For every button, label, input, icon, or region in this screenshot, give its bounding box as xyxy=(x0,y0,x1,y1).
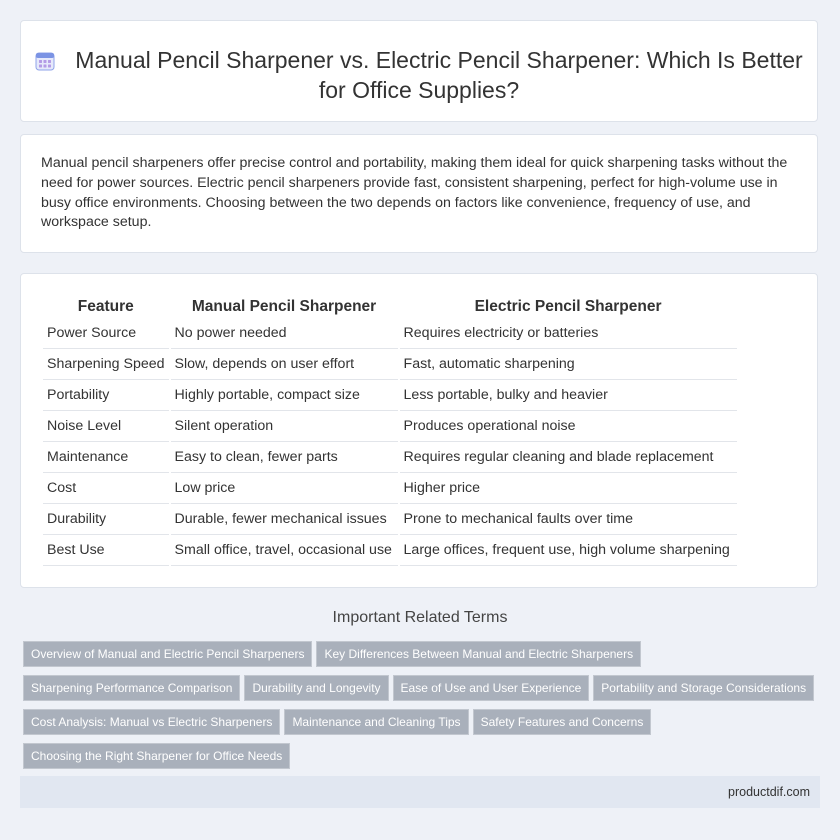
cell-manual: Silent operation xyxy=(171,411,398,442)
cell-electric: Requires electricity or batteries xyxy=(400,318,737,349)
page-title: Manual Pencil Sharpener vs. Electric Pencil Sharpener: Which Is Better for Office Supplies? xyxy=(75,47,803,103)
cell-feature: Maintenance xyxy=(43,442,169,473)
title-card xyxy=(20,20,818,122)
footer-site-link[interactable]: productdif.com xyxy=(728,785,810,799)
cell-manual: Highly portable, compact size xyxy=(171,380,398,411)
related-tag[interactable]: Ease of Use and User Experience xyxy=(393,675,590,701)
table-header-row xyxy=(43,296,737,318)
header-feature: Feature xyxy=(77,298,134,315)
cell-manual: Low price xyxy=(171,473,398,504)
cell-manual: No power needed xyxy=(171,318,398,349)
summary-text: Manual pencil sharpeners offer precise control and portability, making them ideal for quick sharpening tasks without the need for power sources. Electric pencil sharpeners provide fast, consistent sharpening, perfect for high-volume use in busy office environments. Choosing between the two depends on factors like convenience, frequency of use, and workspace setup. xyxy=(41,155,788,231)
cell-feature: Sharpening Speed xyxy=(43,349,169,380)
cell-electric: Prone to mechanical faults over time xyxy=(400,504,737,535)
table-row xyxy=(43,380,737,411)
cell-feature: Durability xyxy=(43,504,169,535)
table-row xyxy=(43,442,737,473)
cell-feature: Portability xyxy=(43,380,169,411)
related-tag[interactable]: Sharpening Performance Comparison xyxy=(23,675,240,701)
table-row xyxy=(43,535,737,566)
cell-feature: Cost xyxy=(43,473,169,504)
table-row xyxy=(43,318,737,349)
calendar-icon xyxy=(35,51,55,71)
cell-manual: Small office, travel, occasional use xyxy=(171,535,398,566)
related-terms-title: Important Related Terms xyxy=(332,609,508,626)
cell-feature: Best Use xyxy=(43,535,169,566)
table-row xyxy=(43,349,737,380)
related-terms-tags xyxy=(23,641,823,777)
related-tag[interactable]: Maintenance and Cleaning Tips xyxy=(284,709,468,735)
related-tag[interactable]: Overview of Manual and Electric Pencil Sharpeners xyxy=(23,641,312,667)
related-tag[interactable]: Durability and Longevity xyxy=(244,675,388,701)
related-tag[interactable]: Safety Features and Concerns xyxy=(473,709,652,735)
table-row xyxy=(43,411,737,442)
cell-electric: Large offices, frequent use, high volume sharpening xyxy=(400,535,737,566)
related-tag[interactable]: Choosing the Right Sharpener for Office Needs xyxy=(23,743,290,769)
comparison-table-card xyxy=(20,273,818,588)
cell-electric: Fast, automatic sharpening xyxy=(400,349,737,380)
cell-electric: Less portable, bulky and heavier xyxy=(400,380,737,411)
comparison-table xyxy=(41,296,739,566)
cell-electric: Higher price xyxy=(400,473,737,504)
related-tag[interactable]: Portability and Storage Considerations xyxy=(593,675,814,701)
cell-electric: Requires regular cleaning and blade replacement xyxy=(400,442,737,473)
table-row xyxy=(43,504,737,535)
header-manual: Manual Pencil Sharpener xyxy=(191,298,377,315)
cell-feature: Noise Level xyxy=(43,411,169,442)
cell-manual: Easy to clean, fewer parts xyxy=(171,442,398,473)
summary-card xyxy=(20,134,818,253)
header-electric: Electric Pencil Sharpener xyxy=(474,298,662,315)
footer-bar xyxy=(20,776,820,808)
table-row xyxy=(43,473,737,504)
related-tag[interactable]: Key Differences Between Manual and Electric Sharpeners xyxy=(316,641,641,667)
cell-feature: Power Source xyxy=(43,318,169,349)
title-wrap xyxy=(21,45,817,105)
related-tag[interactable]: Cost Analysis: Manual vs Electric Sharpeners xyxy=(23,709,280,735)
cell-manual: Durable, fewer mechanical issues xyxy=(171,504,398,535)
cell-manual: Slow, depends on user effort xyxy=(171,349,398,380)
cell-electric: Produces operational noise xyxy=(400,411,737,442)
